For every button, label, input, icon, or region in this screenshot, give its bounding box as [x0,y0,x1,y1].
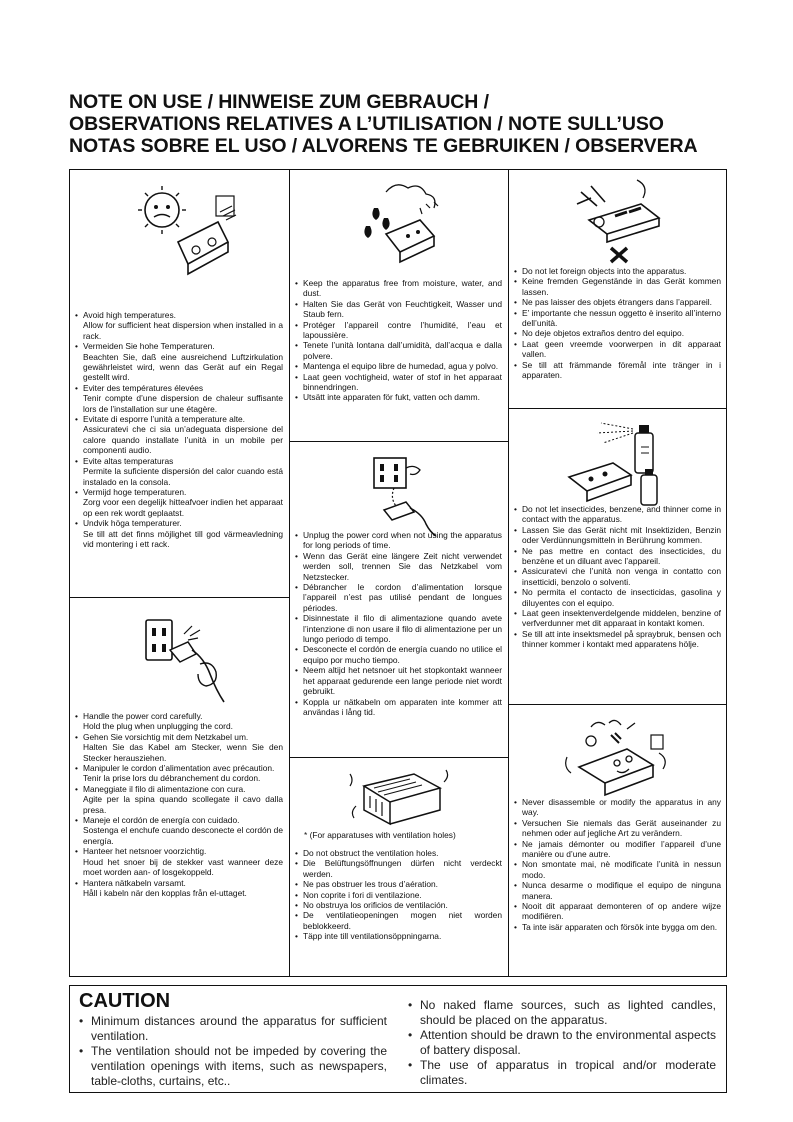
list-item: • Maneggiate il filo di alimentazione con cura. Agite per la spina quando scollegate il cavo dalla presa. [75,784,283,815]
caution-list-right [408,998,716,1088]
cell-insecticides [509,409,727,704]
list-item: • Ne pas laisser des objets étrangers dans l’appareil. [514,297,721,307]
list-item: • Do not let insecticides, benzene, and thinner come in contact with the apparatus. [514,504,721,525]
list-item: • Undvik höga temperaturer. Se till att det finns möjlighet till god värmeavledning vid montering i ett rack. [75,518,283,549]
cell-foreign-objects [509,170,727,408]
list-item: • Hanteer het netsnoer voorzichtig. Houd het snoer bij de stekker vast wanneer deze moet worden aan- of losgekoppeld. [75,846,283,877]
list-item: • Unplug the power cord when not using the apparatus for long periods of time. [295,530,502,551]
disassemble-list [514,797,721,932]
list-item: • Gehen Sie vorsichtig mit dem Netzkabel um. Halten Sie das Kabel am Stecker, wenn Sie den Stecker herausziehen. [75,732,283,763]
list-item: • Neem altijd het netsnoer uit het stopkontakt wanneer het apparaat gedurende een lange periode niet wordt gebruikt. [295,665,502,696]
list-item: • Vermijd hoge temperaturen. Zorg voor een degelijk hitteafvoer indien het apparaat op een rek wordt geplaatst. [75,487,283,518]
title-line-2: OBSERVATIONS RELATIVES A L’UTILISATION / NOTE SULL’USO [69,113,664,135]
list-item: • Vermeiden Sie hohe Temperaturen. Beachten Sie, daß eine ausreichend Luftzirkulation gewährleistet wird, wenn das Gerät auf ein Regal gestellt wird. [75,341,283,383]
ventilation-illustration [344,766,454,826]
disassembly-illustration [561,717,673,809]
list-item: • Utsätt inte apparaten för fukt, vatten och damm. [295,392,502,402]
list-item: • No naked flame sources, such as lighted candles, should be placed on the apparatus. [408,998,716,1028]
list-item: • Die Belüftungsöffnungen dürfen nicht verdeckt werden. [295,858,502,879]
unplug-list [295,530,502,717]
list-item: • Attention should be drawn to the environmental aspects of battery disposal. [408,1028,716,1058]
foreign-objects-list [514,266,721,380]
caution-list-left [79,1014,387,1089]
moisture-list [295,278,502,403]
list-item: • Täpp inte till ventilationsöppningarna. [295,931,502,941]
foreign-objects-illustration [569,176,669,266]
page-title [69,91,749,157]
list-item: • Se till att främmande föremål inte tränger in i apparaten. [514,360,721,381]
list-item: • Mantenga el equipo libre de humedad, agua y polvo. [295,361,502,371]
cell-ventilation [290,758,508,978]
list-item: • Eviter des températures élevées Tenir compte d’une dispersion de chaleur suffisante lors de l’installation sur une étagère. [75,383,283,414]
ventilation-list [295,848,502,942]
list-item: • Keine fremden Gegenstände in das Gerät kommen lassen. [514,276,721,297]
list-item: • Débrancher le cordon d’alimentation lorsque l’appareil n’est pas utilisé pendant de longues périodes. [295,582,502,613]
list-item: • Non coprite i fori di ventilazione. [295,890,502,900]
list-item: • E’ importante che nessun oggetto è inserito all’interno dell’unità. [514,308,721,329]
list-item: • Wenn das Gerät eine längere Zeit nicht verwendet werden soll, trennen Sie das Netzkabel vom Netzstecker. [295,551,502,582]
cell-disassemble [509,705,727,978]
list-item: • Versuchen Sie niemals das Gerät auseinander zu nehmen oder auf jegliche Art zu verändern. [514,818,721,839]
cell-high-temperature [70,170,289,597]
notes-grid [69,169,727,977]
list-item: • Lassen Sie das Gerät nicht mit Insektiziden, Benzin oder Verdünnungsmitteln in Berührung kommen. [514,525,721,546]
spray-can-illustration [561,419,671,511]
cell-unplug [290,442,508,757]
power-cord-list [75,711,283,898]
title-line-3: NOTAS SOBRE EL USO / ALVORENS TE GEBRUIKEN / OBSERVERA [69,135,698,157]
power-cord-illustration [140,614,230,710]
list-item: • Desconecte el cordón de energía cuando no utilice el equipo por mucho tiempo. [295,644,502,665]
high-temperature-list [75,310,283,549]
caution-box [69,985,727,1093]
list-item: • Avoid high temperatures. Allow for sufficient heat dispersion when installed in a rack. [75,310,283,341]
list-item: • No deje objetos extraños dentro del equipo. [514,328,721,338]
moisture-illustration [356,178,446,270]
list-item: • Keep the apparatus free from moisture, water, and dust. [295,278,502,299]
list-item: • Nunca desarme o modifique el equipo de ninguna manera. [514,880,721,901]
wall-outlet-illustration [364,454,444,538]
list-item: • Manipuler le cordon d’alimentation avec précaution. Tenir la prise lors du débranchement du cordon. [75,763,283,784]
list-item: • Tenete l’unità lontana dall’umidità, dall’acqua e dalla polvere. [295,340,502,361]
insecticides-list [514,504,721,650]
list-item: • Koppla ur nätkabeln om apparaten inte kommer att användas i lång tid. [295,697,502,718]
list-item: • Hantera nätkabeln varsamt. Håll i kabeln när den kopplas från el-uttaget. [75,878,283,899]
list-item: • No permita el contacto de insecticidas, gasolina y diluyentes con el equipo. [514,587,721,608]
list-item: • Ne jamais démonter ou modifier l’appareil d’une manière ou d’une autre. [514,839,721,860]
list-item: • Se till att inte insektsmedel på spraybruk, bensen och thinner kommer i kontakt med apparatens hölje. [514,629,721,650]
list-item: • Ne pas mettre en contact des insecticides, du benzène et un diluant avec l’appareil. [514,546,721,567]
ventilation-note: * (For apparatuses with ventilation holes) [304,830,456,840]
list-item: • Maneje el cordón de energía con cuidado. Sostenga el enchufe cuando desconecte el cordón de energía. [75,815,283,846]
list-item: • De ventilatieopeningen mogen niet worden beblokkeerd. [295,910,502,931]
list-item: • Assicuratevi che l’unità non venga in contatto con insetticidi, benzolo o solventi. [514,566,721,587]
list-item: • Nooit dit apparaat demonteren of op andere wijze modifiëren. [514,901,721,922]
list-item: • Halten Sie das Gerät von Feuchtigkeit, Wasser und Staub fern. [295,299,502,320]
list-item: • Ta inte isär apparaten och försök inte bygga om den. [514,922,721,932]
list-item: • Do not obstruct the ventilation holes. [295,848,502,858]
list-item: • Do not let foreign objects into the apparatus. [514,266,721,276]
list-item: • Ne pas obstruer les trous d’aération. [295,879,502,889]
list-item: • Laat geen vreemde voorwerpen in dit apparaat vallen. [514,339,721,360]
list-item: • Evitate di esporre l’unità a temperature alte. Assicuratevi che ci sia un’adeguata dispersione del calore quando installate l’unità in un mobile per componenti audio. [75,414,283,456]
cell-power-cord [70,598,289,978]
list-item: • Laat geen vochtigheid, water of stof in het apparaat binnendringen. [295,372,502,393]
list-item: • Evite altas temperaturas Permite la suficiente dispersión del calor cuando está instalado en la consola. [75,456,283,487]
list-item: • Laat geen insektenverdelgende middelen, benzine of verfverdunner met dit apparaat in kontakt komen. [514,608,721,629]
cell-moisture [290,170,508,441]
list-item: • The ventilation should not be impeded by covering the ventilation openings with items, such as newspapers, table-cloths, curtains, etc.. [79,1044,387,1089]
list-item: • Handle the power cord carefully. Hold the plug when unplugging the cord. [75,711,283,732]
caution-heading: CAUTION [79,990,171,1012]
list-item: • No obstruya los orificios de ventilación. [295,900,502,910]
list-item: • Disinnestate il filo di alimentazione quando avete l’intenzione di non usare il filo di alimentazione per un lungo periodo di tempo. [295,613,502,644]
list-item: • Never disassemble or modify the apparatus in any way. [514,797,721,818]
list-item: • The use of apparatus in tropical and/or moderate climates. [408,1058,716,1088]
sun-heat-illustration [128,182,238,282]
title-line-1: NOTE ON USE / HINWEISE ZUM GEBRAUCH / [69,91,489,113]
list-item: • Minimum distances around the apparatus for sufficient ventilation. [79,1014,387,1044]
list-item: • Protéger l’appareil contre l’humidité, l’eau et lapoussière. [295,320,502,341]
list-item: • Non smontate mai, nè modificate l’unità in nessun modo. [514,859,721,880]
